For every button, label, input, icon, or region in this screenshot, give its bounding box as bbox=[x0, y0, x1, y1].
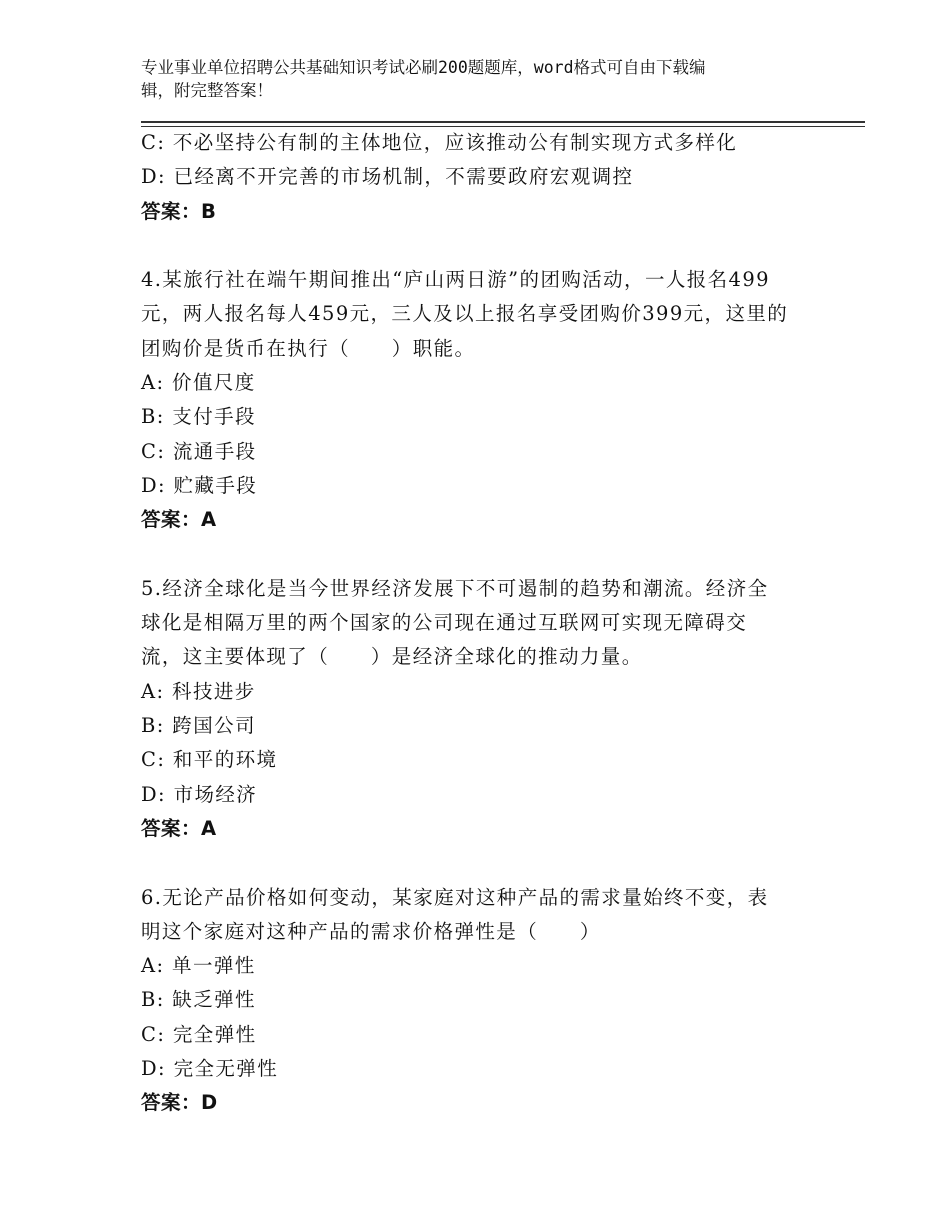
option-c: C: 完全弹性 bbox=[141, 1022, 257, 1046]
header-line-2: 辑，附完整答案！ bbox=[141, 81, 273, 100]
question-text-line: 明这个家庭对这种产品的需求价格弹性是（ ） bbox=[141, 919, 601, 943]
option-a: A: 科技进步 bbox=[141, 679, 256, 703]
spacer bbox=[141, 229, 841, 263]
header-line-1: 专业事业单位招聘公共基础知识考试必刷200题题库，word格式可自由下载编 bbox=[141, 58, 706, 77]
option-d: D: 完全无弹性 bbox=[141, 1057, 279, 1081]
question-text-line: 5.经济全球化是当今世界经济发展下不可遏制的趋势和潮流。经济全 bbox=[141, 576, 769, 600]
option-a: A: 价值尺度 bbox=[141, 371, 256, 395]
option-b: B: 缺乏弹性 bbox=[141, 988, 256, 1012]
question-5 bbox=[141, 572, 841, 846]
question-text-line: 6.无论产品价格如何变动，某家庭对这种产品的需求量始终不变，表 bbox=[141, 885, 769, 909]
answer-line: 答案：A bbox=[141, 816, 217, 840]
answer-line: 答案：D bbox=[141, 1091, 218, 1115]
spacer bbox=[141, 538, 841, 572]
question-text-line: 4.某旅行社在端午期间推出“庐山两日游”的团购活动，一人报名499 bbox=[141, 268, 770, 292]
option-d: D: 市场经济 bbox=[141, 782, 258, 806]
question-4 bbox=[141, 263, 841, 537]
question-text-line: 团购价是货币在执行（ ）职能。 bbox=[141, 336, 476, 360]
option-d: D: 贮藏手段 bbox=[141, 473, 258, 497]
option-a: A: 单一弹性 bbox=[141, 954, 256, 978]
header-rule-thick bbox=[141, 121, 865, 123]
spacer bbox=[141, 846, 841, 880]
option-c: C: 不必坚持公有制的主体地位，应该推动公有制实现方式多样化 bbox=[141, 131, 738, 154]
option-b: B: 支付手段 bbox=[141, 405, 256, 429]
question-6 bbox=[141, 881, 841, 1121]
answer-line: 答案：B bbox=[141, 199, 217, 223]
option-b: B: 跨国公司 bbox=[141, 714, 256, 738]
question-text-line: 球化是相隔万里的两个国家的公司现在通过互联网可实现无障碍交 bbox=[141, 611, 748, 635]
document-body bbox=[141, 126, 841, 1121]
question-text-line: 流，这主要体现了（ ）是经济全球化的推动力量。 bbox=[141, 645, 643, 669]
option-c: C: 和平的环境 bbox=[141, 748, 278, 772]
option-c: C: 流通手段 bbox=[141, 439, 257, 463]
question-text-line: 元，两人报名每人459元，三人及以上报名享受团购价399元，这里的 bbox=[141, 302, 789, 326]
option-d: D: 已经离不开完善的市场机制，不需要政府宏观调控 bbox=[141, 165, 634, 189]
page-header bbox=[141, 56, 791, 102]
question-3-fragment bbox=[141, 126, 841, 229]
answer-line: 答案：A bbox=[141, 508, 217, 532]
